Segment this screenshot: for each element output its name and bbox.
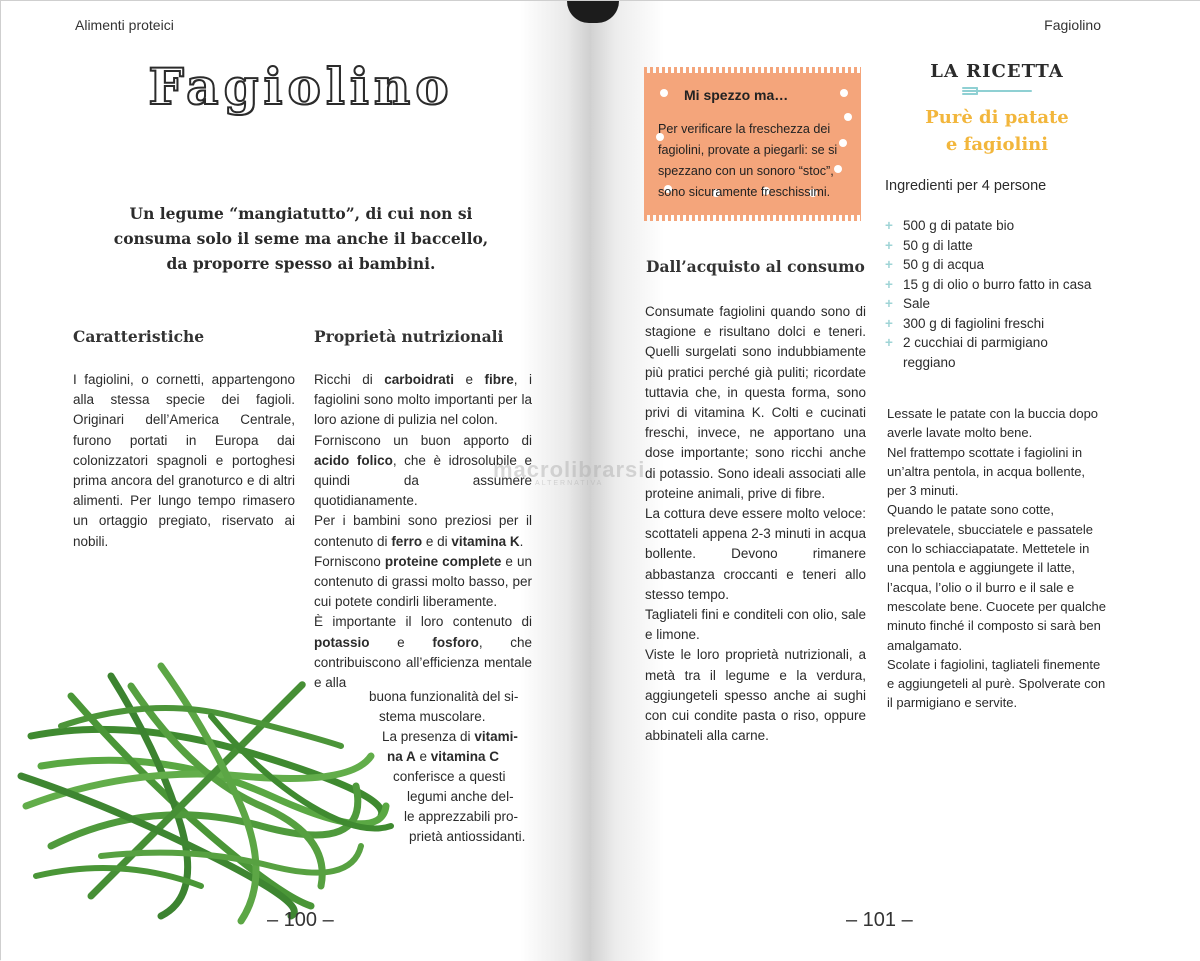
text-run: Forniscono xyxy=(314,553,385,569)
text-run: e xyxy=(454,372,485,387)
watermark-text: macrolibrarsi xyxy=(493,457,646,482)
proprieta-text xyxy=(314,370,532,693)
list-item: + 2 cucchiai di parmigiano reggiano xyxy=(885,333,1095,372)
list-item: + Sale xyxy=(885,294,1095,314)
paragraph xyxy=(314,511,532,551)
page-number-right: – 101 – xyxy=(846,909,913,931)
fork-icon xyxy=(961,86,1033,98)
text-line: legumi anche del- xyxy=(407,789,514,804)
paragraph: La cottura deve essere molto veloce: scottateli appena 2-3 minuti in acqua bollente. Devono rimanere abbastanza croccanti e teneri allo stesso tempo. xyxy=(645,506,866,602)
bold-term: acido folico xyxy=(314,452,393,468)
recipe-title xyxy=(897,104,1097,158)
text-run: . xyxy=(519,533,524,549)
text-line: prietà antiossidanti. xyxy=(409,829,526,844)
green-beans-image xyxy=(11,656,396,926)
text-line: conferisce a questi xyxy=(393,769,506,784)
subtitle-line: consuma solo il seme ma anche il baccello, xyxy=(113,229,489,248)
paragraph xyxy=(314,370,532,431)
paragraph: Consumate fagiolini quando sono di stagione e risultano dolci e teneri. Quelli surgelati sono indubbiamente più pratici perché già puliti; ricordate tuttavia che, in questa forma, sono privi di vitamina K. Colti e cucinati freschi, invece, ne apportano una dose importante; sono ricchi anche di potassio. Sono ideali associati alle proteine animali, prive di fibre. xyxy=(645,304,866,501)
decor-dot xyxy=(844,113,852,121)
decor-dot xyxy=(660,89,668,97)
recipe-title-line: Purè di patate xyxy=(925,107,1069,128)
text-run: , i fagiolini sono molto importanti per la loro azione di pulizia nel colon. xyxy=(314,372,532,428)
text-line xyxy=(387,747,499,767)
method-step: Nel frattempo scottate i fagiolini in un’altra pentola, in acqua bollente, per 3 minuti. xyxy=(887,444,1086,499)
list-item: + 50 g di latte xyxy=(885,236,1095,256)
paragraph: Viste le loro proprietà nutrizionali, a metà tra il legume e la verdura, aggiungeteli spesso anche ai sughi con cui condite pasta o riso, oppure abbinateli alla carne. xyxy=(645,647,866,744)
method-step: Scolate i fagiolini, tagliateli finemente e aggiungeteli al purè. Spolverate con il parmigiano e servite. xyxy=(887,656,1106,711)
bold-term: vitamina C xyxy=(430,749,500,764)
decor-dot xyxy=(840,89,848,97)
text-run: e xyxy=(415,749,431,764)
text-run: Per i bambini sono preziosi per il contenuto di xyxy=(314,513,532,549)
heading-caratteristiche: Caratteristiche xyxy=(73,327,205,346)
recipe-method xyxy=(887,404,1107,713)
bold-term: ferro xyxy=(391,533,423,549)
ingredients-list xyxy=(885,216,1095,372)
running-head-right: Fagiolino xyxy=(1044,17,1101,33)
heading-acquisto: Dall’acquisto al consumo xyxy=(646,257,865,276)
subtitle-line: da proporre spesso ai bambini. xyxy=(166,254,436,273)
text-line: le apprezzabili pro- xyxy=(404,809,519,824)
acquisto-text xyxy=(645,302,866,746)
tip-text: Per verificare la freschezza dei fagiolini, provate a piegarli: se si spezzano con un sonoro “stoc”, sono sicuramente freschissimi. xyxy=(658,122,838,199)
watermark-sub: ALTERNATIVA xyxy=(535,480,604,487)
bold-term: vitamina K xyxy=(451,533,520,549)
list-item: + 300 g di fagiolini freschi xyxy=(885,314,1095,334)
text-run: La presenza di xyxy=(382,729,475,744)
page-title: Fagiolino xyxy=(148,57,454,116)
text-run: È importante il loro contenuto di xyxy=(314,614,532,630)
text-line xyxy=(382,727,518,747)
text-run: Forniscono un buon apporto di xyxy=(314,432,532,448)
bold-term: potassio xyxy=(314,634,370,650)
text-line: buona funzionalità del si- xyxy=(369,689,519,704)
paragraph: Tagliateli fini e conditeli con olio, sale e limone. xyxy=(645,607,866,643)
list-item: + 15 g di olio o burro fatto in casa xyxy=(885,275,1095,295)
subtitle-line: Un legume “mangiatutto”, di cui non si xyxy=(129,204,473,223)
bold-term: fibre xyxy=(484,372,514,387)
bold-term: vitami- xyxy=(474,729,518,744)
list-item: + 500 g di patate bio xyxy=(885,216,1095,236)
heading-proprieta: Proprietà nutrizionali xyxy=(314,327,504,346)
tip-title: Mi spezzo ma… xyxy=(684,87,789,103)
text-line: stema muscolare. xyxy=(379,709,486,724)
subtitle xyxy=(101,201,501,276)
recipe-label: LA RICETTA xyxy=(930,61,1064,82)
text-run: e di xyxy=(422,533,452,549)
caratteristiche-text: I fagiolini, o cornetti, appartengono alla stessa specie dei fagioli. Originari dell’America Centrale, furono portati in Europa dai colonizzatori spagnoli e portoghesi prima ancora del granoturco e di altri alimenti. Per lungo tempo rimasero un ortaggio pregiato, riservato ai nobili. xyxy=(73,372,295,549)
bold-term: proteine complete xyxy=(384,553,502,569)
watermark xyxy=(493,457,645,487)
text-run: Ricchi di xyxy=(314,372,385,387)
text-run: , che è idrosolubile e quindi da assumere quotidianamente. xyxy=(314,452,532,509)
tip-box xyxy=(644,73,861,215)
recipe-title-line: e fagiolini xyxy=(945,134,1049,155)
text-run: e xyxy=(369,634,433,650)
ingredients-title: Ingredienti per 4 persone xyxy=(885,178,1047,194)
bold-term: fosforo xyxy=(432,634,479,650)
bold-term: carboidrati xyxy=(384,372,455,387)
paragraph xyxy=(314,552,532,613)
bold-term: na A xyxy=(387,749,416,764)
method-step: Lessate le patate con la buccia dopo averle lavate molto bene. xyxy=(887,406,1099,441)
text-run: , che contribuiscono all’efficienza mentale e alla xyxy=(314,634,532,691)
method-step: Quando le patate sono cotte, prelevatele, sbucciatele e passatele con lo schiacciapatate. Mettetele in una pentola e aggiungete il latte, l’acqua, l’olio o il burro e il sale e mescolate bene. Cuocete per qualche minuto finché il composto si sarà ben amalgamato. xyxy=(887,502,1106,653)
page-number-left: – 100 – xyxy=(267,909,334,931)
list-item: + 50 g di acqua xyxy=(885,255,1095,275)
recipe-header xyxy=(897,61,1097,158)
text-run: e un contenuto di grassi molto basso, per cui potete condirli liberamente. xyxy=(314,553,532,610)
running-head-left: Alimenti proteici xyxy=(75,17,174,33)
